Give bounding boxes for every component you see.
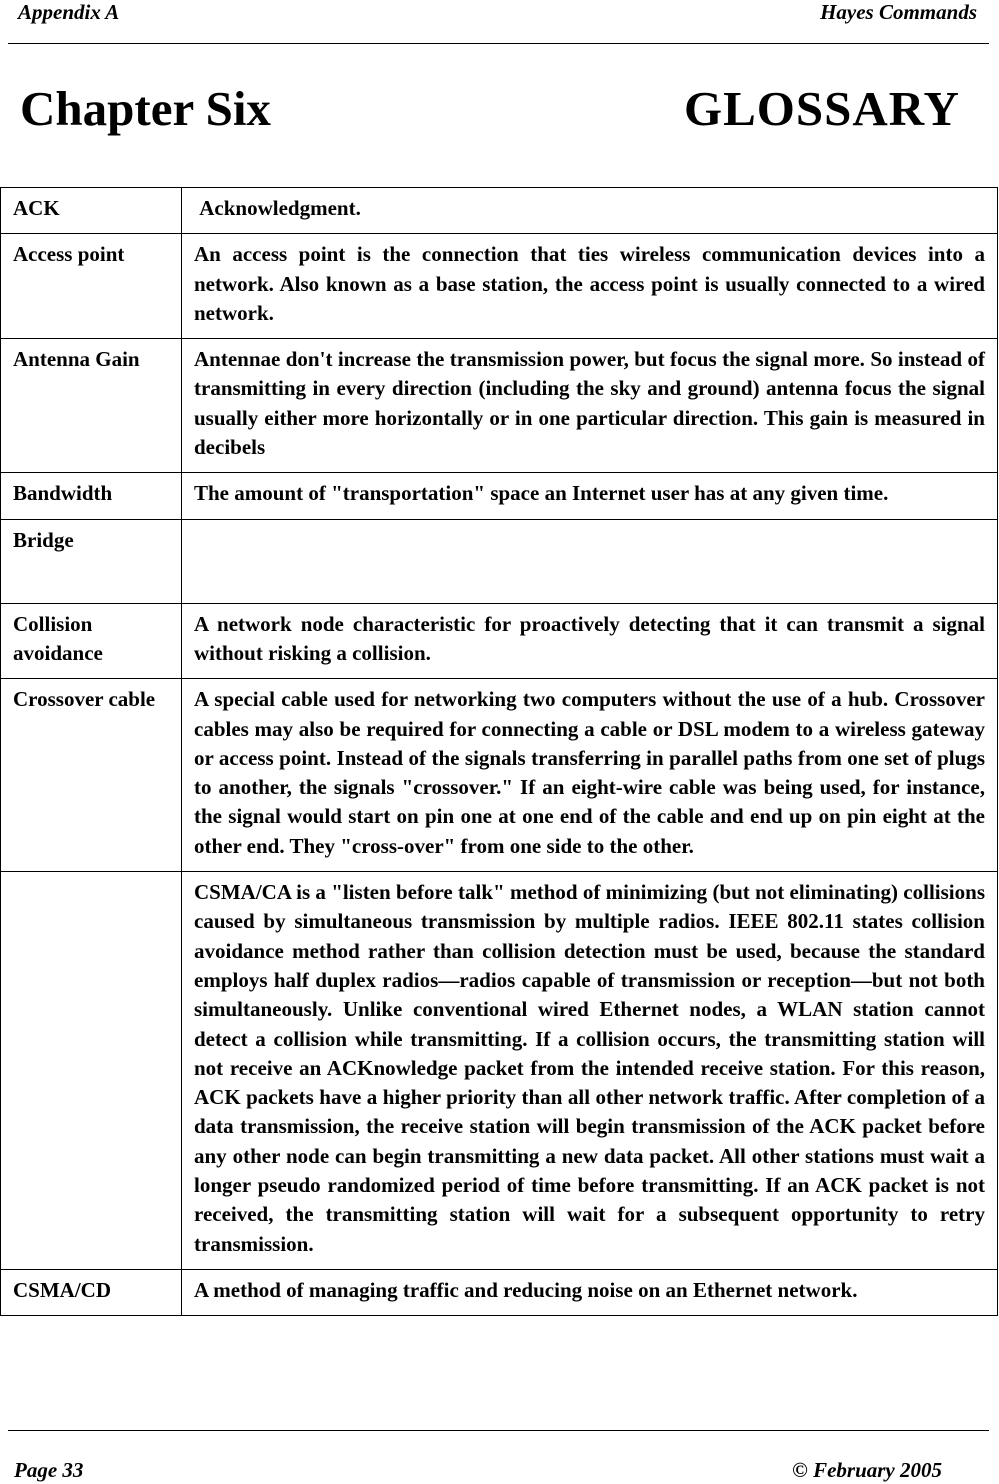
glossary-definition: The amount of "transportation" space an Internet user has at any given time. xyxy=(182,473,998,519)
glossary-definition: Acknowledgment. xyxy=(182,188,998,234)
table-row xyxy=(1,603,998,679)
chapter-title: Chapter Six xyxy=(20,81,271,136)
glossary-definition: A network node characteristic for proactively detecting that it can transmit a signal without risking a collision. xyxy=(182,603,998,679)
glossary-term: CSMA/CD xyxy=(1,1269,182,1315)
header-right-text: Hayes Commands xyxy=(820,0,977,24)
table-row xyxy=(1,872,998,1270)
copyright-date: © February 2005 xyxy=(792,1458,942,1482)
glossary-definition: A special cable used for networking two computers without the use of a hub. Crossover cables may also be required for connecting a cable or DSL modem to a wireless gateway or access point. Instead of the signals transferring in parallel paths from one set of plugs to another, the signals "crossover." If an eight-wire cable was being used, for instance, the signal would start on pin one at one end of the cable and end up on pin eight at the other end. They "cross-over" from one side to the other. xyxy=(182,679,998,872)
glossary-definition: Antennae don't increase the transmission power, but focus the signal more. So instead of transmitting in every direction (including the sky and ground) antenna focus the signal usually either more horizontally or in one particular direction. This gain is measured in decibels xyxy=(182,339,998,473)
glossary-term: Crossover cable xyxy=(1,679,182,872)
header-divider xyxy=(8,43,989,44)
glossary-term: Bridge xyxy=(1,519,182,603)
page-number: Page 33 xyxy=(14,1458,84,1482)
table-row xyxy=(1,339,998,473)
glossary-definition: CSMA/CA is a "listen before talk" method of minimizing (but not eliminating) collisions caused by simultaneous transmission by multiple radios. IEEE 802.11 states collision avoidance method rather than collision detection must be used, because the standard employs half duplex radios—radios capable of transmission or reception—but not both simultaneously. Unlike conventional wired Ethernet nodes, a WLAN station cannot detect a collision while transmitting. If a collision occurs, the transmitting station will not receive an ACKnowledge packet from the intended receive station. For this reason, ACK packets have a higher priority than all other network traffic. After completion of a data transmission, the receive station will begin transmission of the ACK packet before any other node can begin transmitting a new data packet. All other stations must wait a longer pseudo randomized period of time before transmitting. If an ACK packet is not received, the transmitting station will wait for a subsequent opportunity to retry transmission. xyxy=(182,872,998,1270)
section-title: GLOSSARY xyxy=(684,81,960,136)
table-row xyxy=(1,234,998,339)
page-header xyxy=(0,0,999,44)
glossary-term: Bandwidth xyxy=(1,473,182,519)
table-row xyxy=(1,473,998,519)
chapter-title-row xyxy=(0,80,999,140)
glossary-definition: An access point is the connection that ties wireless communication devices into a network. Also known as a base station, the access point is usually connected to a wired network. xyxy=(182,234,998,339)
table-row xyxy=(1,519,998,603)
glossary-definition xyxy=(182,519,998,603)
table-row xyxy=(1,1269,998,1315)
footer-divider xyxy=(8,1430,989,1431)
table-row xyxy=(1,679,998,872)
glossary-term: Antenna Gain xyxy=(1,339,182,473)
glossary-term: Collision avoidance xyxy=(1,603,182,679)
glossary-term xyxy=(1,872,182,1270)
glossary-definition: A method of managing traffic and reducing noise on an Ethernet network. xyxy=(182,1269,998,1315)
glossary-table xyxy=(0,187,998,1316)
table-row xyxy=(1,188,998,234)
header-left-text: Appendix A xyxy=(18,0,120,24)
glossary-term: Access point xyxy=(1,234,182,339)
glossary-term: ACK xyxy=(1,188,182,234)
